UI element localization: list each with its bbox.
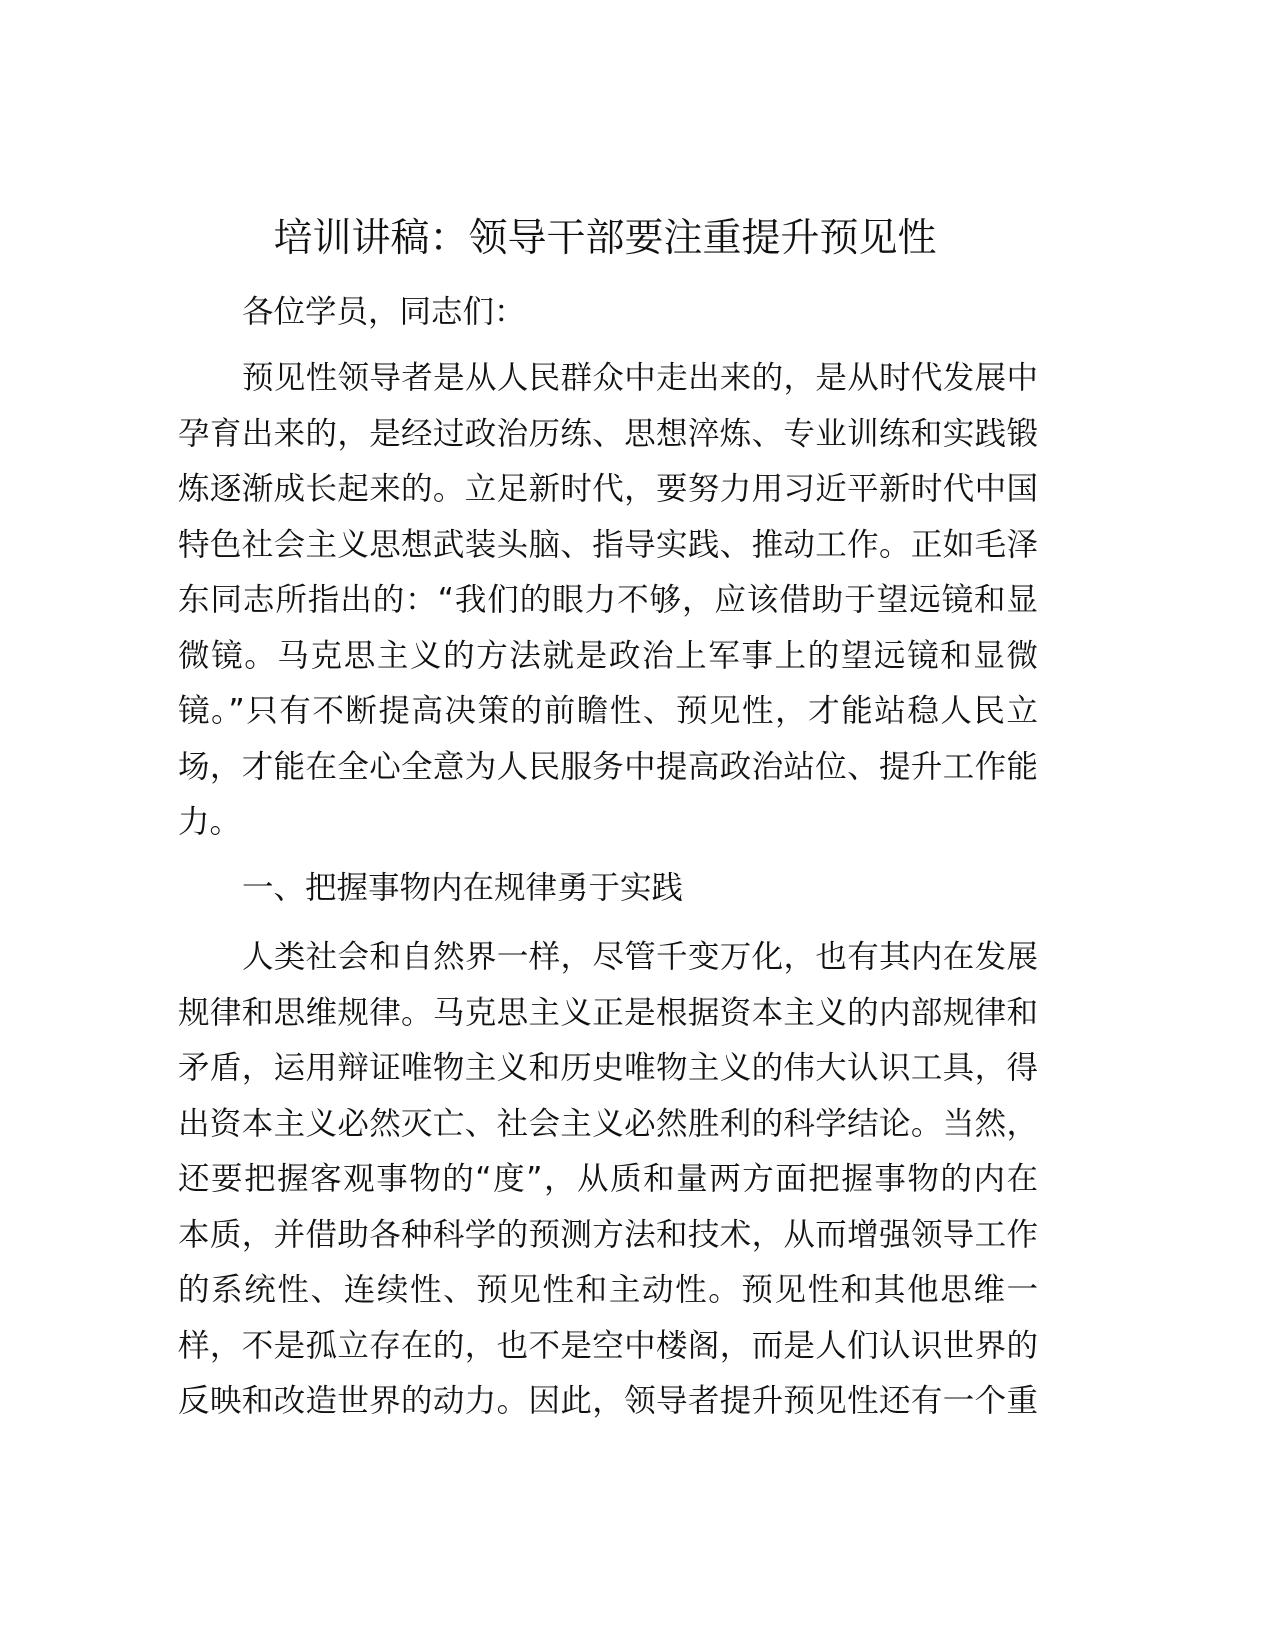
greeting: 各位学员，同志们： <box>242 294 526 330</box>
paragraph-line: 预见性领导者是从人民群众中走出来的，是从时代发展中 <box>242 360 1038 396</box>
paragraph-line: 人类社会和自然界一样，尽管千变万化，也有其内在发展 <box>242 939 1038 975</box>
paragraph-line: 规律和思维规律。马克思主义正是根据资本主义的内部规律和 <box>178 995 1038 1031</box>
paragraph-line: 特色社会主义思想武装头脑、指导实践、推动工作。正如毛泽 <box>178 527 1038 563</box>
paragraph-line: 本质，并借助各种科学的预测方法和技术，从而增强领导工作 <box>178 1217 1038 1253</box>
paragraph-line: 场，才能在全心全意为人民服务中提高政治站位、提升工作能 <box>178 749 1038 785</box>
paragraph-line: 微镜。马克思主义的方法就是政治上军事上的望远镜和显微 <box>178 638 1038 674</box>
paragraph-line: 样，不是孤立存在的，也不是空中楼阁，而是人们认识世界的 <box>178 1328 1038 1364</box>
paragraph-line: 出资本主义必然灭亡、社会主义必然胜利的科学结论。当然， <box>178 1106 1038 1142</box>
paragraph-line: 孕育出来的，是经过政治历练、思想淬炼、专业训练和实践锻 <box>178 416 1038 452</box>
paragraph-line: 反映和改造世界的动力。因此，领导者提升预见性还有一个重 <box>178 1383 1038 1419</box>
document-title: 培训讲稿：领导干部要注重提升预见性 <box>273 216 937 261</box>
paragraph-line: 力。 <box>178 804 242 840</box>
paragraph-line: 的系统性、连续性、预见性和主动性。预见性和其他思维一 <box>178 1272 1038 1308</box>
paragraph-line: 炼逐渐成长起来的。立足新时代，要努力用习近平新时代中国 <box>178 471 1038 507</box>
paragraph-line: 矛盾，运用辩证唯物主义和历史唯物主义的伟大认识工具，得 <box>178 1050 1038 1086</box>
paragraph-line: 东同志所指出的：“我们的眼力不够，应该借助于望远镜和显 <box>178 582 1038 618</box>
paragraph-line: 镜。”只有不断提高决策的前瞻性、预见性，才能站稳人民立 <box>178 693 1038 729</box>
paragraph-line: 还要把握客观事物的“度”，从质和量两方面把握事物的内在 <box>178 1161 1038 1197</box>
section-heading: 一、把握事物内在规律勇于实践 <box>242 870 684 906</box>
